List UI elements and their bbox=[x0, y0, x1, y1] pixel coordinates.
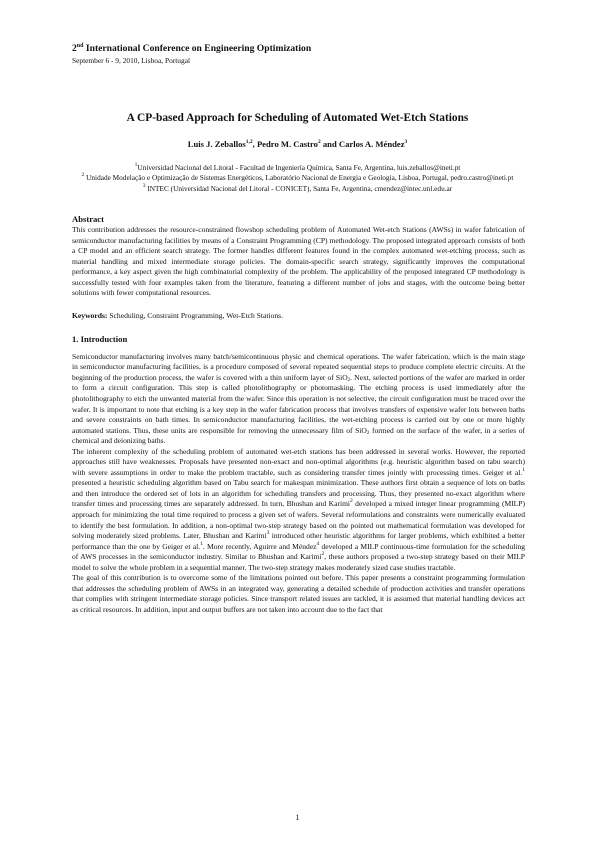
paper-body bbox=[72, 214, 525, 616]
affiliations bbox=[66, 163, 529, 194]
keywords-label: Keywords: bbox=[72, 310, 108, 320]
conference-ordinal-suffix: nd bbox=[76, 43, 84, 49]
intro-paragraph-2: The inherent complexity of the scheduling problem of automated wet-etch stations has been addressed in several works. However, the reported approaches still have weaknesses. Proposals have presented non-exact and non-optimal algorithms (e.g. heuristic algorithm based on tabu search) with severe assumptions in order to make the problem tractable, such as considering transfer times jointly with processing times. Geiger et al.$^1$ presented a heuristic scheduling algorithm based on Tabu search for makespan minimization. These authors first obtain a sequence of lots on baths and then introduce the ordered set of lots in an algorithm for scheduling transfers and processing. Thus, they presented no-exact algorithm where transfer times and processing times are separately addressed. In turn, Bhushan and Karimi$^2$ developed a mixed integer linear programming (MILP) approach for minimizing the total time required to process a given set of wafers. Several reformulations and constraints were numerically evaluated to identify the best formulation. In addition, a non-optimal two-step strategy based on the pointed out mathematical formulation was developed for solving moderately sized problems. Later, Bhushan and Karimi$^3$ introduced other heuristic algorithms for larger problems, which exhibited a better performance than the one by Geiger et al.$^1$. More recently, Aguirre and Méndez$^4$ developed a MILP continuous-time formulation for the scheduling of AWS processes in the semiconductor industry. Similar to Bhushan and Karimi$^2$, these authors proposed a two-step strategy based on their MILP model to solve the whole problem in a sequential manner. The two-step strategy makes moderately sized case studies tractable. bbox=[72, 446, 526, 572]
affiliation bbox=[66, 184, 529, 194]
author-name: Carlos A. Méndez bbox=[338, 139, 405, 149]
citation-marker: 1 bbox=[522, 466, 525, 473]
conference-title bbox=[72, 43, 532, 55]
author-affil-marker: 1,2 bbox=[245, 139, 253, 145]
citation-marker: 4 bbox=[316, 540, 320, 547]
citation-marker: 3 bbox=[266, 530, 270, 537]
paper-title: A CP-based Approach for Scheduling of Automated Wet-Etch Stations bbox=[126, 112, 469, 124]
abstract-text: This contribution addresses the resource-constrained flowshop scheduling problem of Automated Wet-etch Stations (AWSs) in wafer fabrication of semiconductor manufacturing facilities by means of a Constraint Programming (CP) methodology. The proposed integrated approach consists of both a CP model and an efficient search strategy. The former handles different features found in the complex automated wet-etching process, such as material handling and mixed intermediate storage policies. The domain-specific search strategy, significantly improves the computational performance, a key aspect given the high combinatorial complexity of the problem. The applicability of the proposed integrated CP methodology is successfully tested with four examples taken from the literature, featuring a different number of jobs and stages, with the outcome being better solutions with fewer computational resources. bbox=[72, 225, 525, 298]
intro-paragraph-1: Semiconductor manufacturing involves many batch/semicontinuous physic and chemical operations. The wafer fabrication, which is the main stage in semiconductor manufacturing facilities, is a procedure composed of several repeated sequential steps to produce complete electric circuits. At the beginning of the production process, the wafer is covered with a thin uniform layer of SiO$_2$. Next, selected portions of the wafer are marked in order to form a circuit configuration. This step is called photolithography or photomasking. The etching process is used immediately after the photolithography to etch the unwanted material from the wafer. Since this operation is not selective, the circuit configuration must be traced over the wafer. It is important to note that etching is a key step in the wafer fabrication process that involves transfers of expensive wafer lots between baths and severe constraints on bath times. In semiconductor manufacturing facilities, the wet-etching process is carried out by one or more highly automated stations. Thus, these units are responsible for removing the unnecessary film of SiO$_2$ formed on the surface of the wafer, in a series of chemical and deionizing baths. bbox=[72, 351, 526, 446]
introduction-heading: 1. Introduction bbox=[72, 333, 128, 344]
conference-header bbox=[72, 43, 532, 66]
abstract-heading: Abstract bbox=[72, 214, 104, 224]
author-affil-marker: 2 bbox=[317, 139, 321, 145]
conference-name: International Conference on Engineering Optimization bbox=[85, 43, 312, 54]
keywords bbox=[72, 310, 525, 321]
affiliation-marker: 3 bbox=[142, 182, 146, 189]
author-list bbox=[0, 138, 595, 150]
affiliation-marker: 1 bbox=[134, 162, 138, 168]
intro-paragraph-3: The goal of this contribution is to overcome some of the limitations pointed out before. This paper presents a constraint programming formulation that addresses the scheduling problem of AWSs in an integrated way, generating a detailed schedule of production activities and transfer operations that complies with stringent intermediate storage policies. Since transport related issues are tackled, it is assumed that material handling devices act as critical resources. In addition, input and output buffers are not taken into account due to the fact that bbox=[72, 573, 525, 614]
author-separator: and bbox=[320, 139, 339, 149]
affiliation-text: Universidad Nacional del Litoral - Facultad de Ingeniería Química, Santa Fe, Argentina, luis.zeballos@ineti.pt bbox=[137, 163, 461, 172]
affiliation-marker: 2 bbox=[81, 172, 85, 179]
author-separator: , bbox=[252, 139, 257, 149]
conference-date: September 6 - 9, 2010, Lisboa, Portugal bbox=[72, 56, 191, 65]
citation-marker: 1 bbox=[200, 540, 203, 547]
keywords-text: Scheduling, Constraint Programming, Wet-Etch Stations. bbox=[107, 310, 284, 320]
affiliation-text: INTEC (Universidad Nacional del Litoral - CONICET), Santa Fe, Argentina, cmendez@intec.unl.edu.ar bbox=[145, 183, 453, 193]
affiliation bbox=[66, 173, 529, 183]
citation-marker: 2 bbox=[321, 551, 325, 558]
conference-ordinal: 2 bbox=[72, 43, 77, 54]
page-number: 1 bbox=[295, 813, 300, 822]
citation-marker: 2 bbox=[350, 498, 353, 505]
affiliation bbox=[66, 163, 529, 173]
author-name: Luis J. Zeballos bbox=[187, 139, 246, 149]
author-affil-marker: 3 bbox=[404, 139, 408, 145]
author-name: Pedro M. Castro bbox=[256, 139, 318, 149]
affiliation-text: Unidade Modelação e Optimização de Sistemas Energéticos, Laboratório Nacional de Energia e Geologia, Lisboa, Portugal, pedro.castro@ineti.pt bbox=[84, 173, 514, 183]
